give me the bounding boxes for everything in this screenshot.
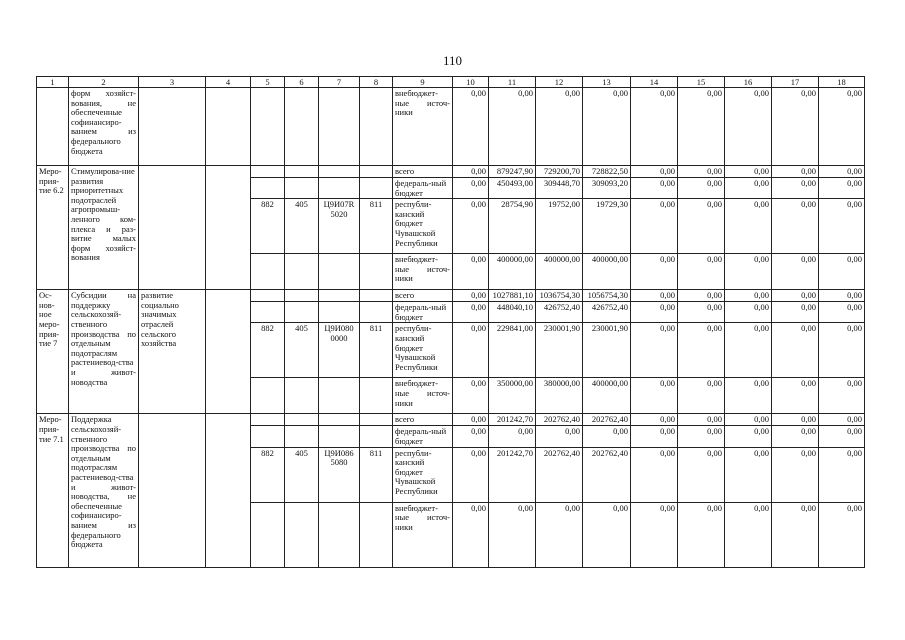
- funding-source-cell: федераль-ный бюджет: [393, 178, 453, 199]
- expense-type-cell: [360, 378, 393, 414]
- expense-type-cell: 811: [360, 199, 393, 254]
- funding-source-cell: всего: [393, 166, 453, 178]
- target-indicator-cell: развитие социально значимых отраслей сельского хозяйства: [139, 290, 206, 414]
- value-cell: 0,00: [631, 166, 678, 178]
- value-cell: 0,00: [725, 323, 772, 378]
- value-cell: 0,00: [772, 178, 819, 199]
- target-article-cell: [319, 178, 360, 199]
- value-cell: 19752,00: [536, 199, 583, 254]
- value-cell: 0,00: [725, 302, 772, 323]
- value-cell: 202762,40: [583, 414, 631, 426]
- target-indicator-cell: [139, 414, 206, 567]
- grbs-cell: [251, 302, 285, 323]
- page-number: 110: [442, 53, 463, 68]
- value-cell: 0,00: [631, 254, 678, 290]
- grbs-cell: 882: [251, 199, 285, 254]
- value-cell: 0,00: [725, 178, 772, 199]
- executor-cell: [206, 88, 251, 166]
- expense-type-cell: [360, 178, 393, 199]
- measure-code-cell: Меро-прия-тие 6.2: [37, 166, 69, 290]
- value-cell: 0,00: [819, 302, 865, 323]
- value-cell: 0,00: [725, 88, 772, 166]
- value-cell: 0,00: [772, 254, 819, 290]
- value-cell: 0,00: [489, 426, 536, 447]
- value-cell: 0,00: [631, 447, 678, 502]
- section-cell: 405: [285, 199, 319, 254]
- value-cell: 229841,00: [489, 323, 536, 378]
- section-cell: [285, 290, 319, 302]
- value-cell: 0,00: [725, 254, 772, 290]
- value-cell: 0,00: [819, 426, 865, 447]
- section-cell: 405: [285, 447, 319, 502]
- value-cell: 0,00: [489, 502, 536, 567]
- value-cell: 0,00: [819, 254, 865, 290]
- value-cell: 0,00: [678, 502, 725, 567]
- value-cell: 728822,50: [583, 166, 631, 178]
- target-article-cell: [319, 426, 360, 447]
- measure-code-cell: [37, 88, 69, 166]
- value-cell: 448040,10: [489, 302, 536, 323]
- table-row: [37, 166, 865, 178]
- value-cell: 0,00: [453, 254, 489, 290]
- section-cell: [285, 166, 319, 178]
- value-cell: 0,00: [725, 426, 772, 447]
- expense-type-cell: [360, 166, 393, 178]
- column-header: 8: [360, 77, 393, 88]
- grbs-cell: [251, 502, 285, 567]
- value-cell: 0,00: [819, 199, 865, 254]
- column-header: 16: [725, 77, 772, 88]
- column-header: 1: [37, 77, 69, 88]
- value-cell: 0,00: [725, 290, 772, 302]
- value-cell: 0,00: [772, 378, 819, 414]
- value-cell: 0,00: [772, 323, 819, 378]
- expense-type-cell: [360, 254, 393, 290]
- value-cell: 400000,00: [583, 378, 631, 414]
- value-cell: 0,00: [678, 323, 725, 378]
- value-cell: 309093,20: [583, 178, 631, 199]
- value-cell: 0,00: [725, 502, 772, 567]
- value-cell: 350000,00: [489, 378, 536, 414]
- grbs-cell: 882: [251, 323, 285, 378]
- value-cell: 0,00: [631, 323, 678, 378]
- value-cell: 0,00: [819, 166, 865, 178]
- funding-source-cell: федераль-ный бюджет: [393, 426, 453, 447]
- column-header: 18: [819, 77, 865, 88]
- measure-name-cell: Субсидии на поддержку сельскохозяй-ственного производства по отдельным подотраслям растениевод-ства и живот-новодства: [69, 290, 139, 414]
- value-cell: 0,00: [453, 414, 489, 426]
- value-cell: 0,00: [772, 290, 819, 302]
- expense-type-cell: [360, 502, 393, 567]
- target-indicator-cell: [139, 88, 206, 166]
- value-cell: 0,00: [772, 502, 819, 567]
- value-cell: 400000,00: [536, 254, 583, 290]
- value-cell: 426752,40: [536, 302, 583, 323]
- value-cell: 0,00: [772, 199, 819, 254]
- section-cell: 405: [285, 323, 319, 378]
- value-cell: 0,00: [453, 166, 489, 178]
- expense-type-cell: 811: [360, 323, 393, 378]
- value-cell: 201242,70: [489, 414, 536, 426]
- grbs-cell: [251, 426, 285, 447]
- value-cell: 0,00: [772, 414, 819, 426]
- target-article-cell: [319, 414, 360, 426]
- expense-type-cell: [360, 414, 393, 426]
- value-cell: 0,00: [772, 302, 819, 323]
- value-cell: 0,00: [631, 502, 678, 567]
- section-cell: [285, 88, 319, 166]
- grbs-cell: [251, 178, 285, 199]
- funding-source-cell: республи-канский бюджет Чувашской Республики: [393, 199, 453, 254]
- section-cell: [285, 254, 319, 290]
- value-cell: 0,00: [536, 426, 583, 447]
- target-article-cell: Ц9И07R 5020: [319, 199, 360, 254]
- target-article-cell: [319, 254, 360, 290]
- value-cell: 0,00: [725, 378, 772, 414]
- target-article-cell: [319, 502, 360, 567]
- target-article-cell: [319, 88, 360, 166]
- executor-cell: [206, 414, 251, 567]
- target-article-cell: [319, 378, 360, 414]
- value-cell: 0,00: [678, 166, 725, 178]
- value-cell: 0,00: [631, 414, 678, 426]
- section-cell: [285, 378, 319, 414]
- target-article-cell: Ц9И080 0000: [319, 323, 360, 378]
- value-cell: 309448,70: [536, 178, 583, 199]
- value-cell: 0,00: [453, 302, 489, 323]
- value-cell: 0,00: [583, 88, 631, 166]
- value-cell: 0,00: [772, 447, 819, 502]
- value-cell: 426752,40: [583, 302, 631, 323]
- executor-cell: [206, 290, 251, 414]
- value-cell: 202762,40: [583, 447, 631, 502]
- value-cell: 0,00: [631, 426, 678, 447]
- value-cell: 0,00: [631, 88, 678, 166]
- value-cell: 0,00: [631, 302, 678, 323]
- target-article-cell: Ц9И086 5080: [319, 447, 360, 502]
- value-cell: 0,00: [678, 254, 725, 290]
- value-cell: 0,00: [631, 178, 678, 199]
- grbs-cell: [251, 290, 285, 302]
- column-header: 15: [678, 77, 725, 88]
- funding-source-cell: всего: [393, 414, 453, 426]
- expense-type-cell: [360, 426, 393, 447]
- value-cell: 0,00: [678, 290, 725, 302]
- section-cell: [285, 302, 319, 323]
- expense-type-cell: 811: [360, 447, 393, 502]
- value-cell: 0,00: [678, 414, 725, 426]
- value-cell: 0,00: [453, 178, 489, 199]
- section-cell: [285, 414, 319, 426]
- value-cell: 0,00: [453, 502, 489, 567]
- value-cell: 0,00: [725, 199, 772, 254]
- header-row: [37, 77, 865, 88]
- value-cell: 0,00: [678, 426, 725, 447]
- measure-name-cell: Поддержка сельскохозяй-ственного производства по отдельным подотраслям растениевод-ства и живот-новодства, не обеспеченные софинансиро-ванием из федерального бюджета: [69, 414, 139, 567]
- value-cell: 0,00: [819, 447, 865, 502]
- column-header: 2: [69, 77, 139, 88]
- value-cell: 0,00: [819, 414, 865, 426]
- funding-source-cell: всего: [393, 290, 453, 302]
- expense-type-cell: [360, 88, 393, 166]
- column-header: 4: [206, 77, 251, 88]
- value-cell: 0,00: [453, 378, 489, 414]
- value-cell: 0,00: [453, 323, 489, 378]
- value-cell: 450493,00: [489, 178, 536, 199]
- value-cell: 400000,00: [583, 254, 631, 290]
- grbs-cell: [251, 378, 285, 414]
- value-cell: 0,00: [772, 166, 819, 178]
- value-cell: 0,00: [678, 378, 725, 414]
- funding-source-cell: федераль-ный бюджет: [393, 302, 453, 323]
- value-cell: 0,00: [678, 88, 725, 166]
- grbs-cell: [251, 254, 285, 290]
- column-header: 10: [453, 77, 489, 88]
- column-header: 17: [772, 77, 819, 88]
- measure-code-cell: Меро-прия-тие 7.1: [37, 414, 69, 567]
- value-cell: 230001,90: [583, 323, 631, 378]
- value-cell: 0,00: [819, 88, 865, 166]
- section-cell: [285, 426, 319, 447]
- value-cell: 0,00: [631, 378, 678, 414]
- value-cell: 0,00: [536, 502, 583, 567]
- value-cell: 0,00: [453, 88, 489, 166]
- value-cell: 0,00: [583, 502, 631, 567]
- column-header: 7: [319, 77, 360, 88]
- budget-table: [36, 76, 865, 568]
- column-header: 14: [631, 77, 678, 88]
- value-cell: 202762,40: [536, 447, 583, 502]
- funding-source-cell: внебюджет-ные источ-ники: [393, 254, 453, 290]
- expense-type-cell: [360, 290, 393, 302]
- value-cell: 0,00: [536, 88, 583, 166]
- expense-type-cell: [360, 302, 393, 323]
- column-header: 5: [251, 77, 285, 88]
- value-cell: 0,00: [819, 290, 865, 302]
- measure-code-cell: Ос-нов-ное меро-прия-тие 7: [37, 290, 69, 414]
- value-cell: 0,00: [583, 426, 631, 447]
- funding-source-cell: республи-канский бюджет Чувашской Республики: [393, 323, 453, 378]
- grbs-cell: [251, 414, 285, 426]
- value-cell: 0,00: [772, 426, 819, 447]
- value-cell: 0,00: [631, 290, 678, 302]
- funding-source-cell: внебюджет-ные источ-ники: [393, 378, 453, 414]
- value-cell: 0,00: [453, 426, 489, 447]
- column-header: 6: [285, 77, 319, 88]
- column-header: 3: [139, 77, 206, 88]
- value-cell: 0,00: [725, 414, 772, 426]
- target-indicator-cell: [139, 166, 206, 290]
- value-cell: 201242,70: [489, 447, 536, 502]
- value-cell: 400000,00: [489, 254, 536, 290]
- table-row: [37, 88, 865, 166]
- target-article-cell: [319, 290, 360, 302]
- value-cell: 0,00: [678, 199, 725, 254]
- value-cell: 0,00: [678, 302, 725, 323]
- target-article-cell: [319, 302, 360, 323]
- value-cell: 0,00: [725, 447, 772, 502]
- column-header: 9: [393, 77, 453, 88]
- grbs-cell: [251, 88, 285, 166]
- value-cell: 1027881,10: [489, 290, 536, 302]
- column-header: 13: [583, 77, 631, 88]
- value-cell: 0,00: [819, 502, 865, 567]
- value-cell: 879247,90: [489, 166, 536, 178]
- value-cell: 0,00: [772, 88, 819, 166]
- value-cell: 0,00: [819, 178, 865, 199]
- value-cell: 0,00: [453, 447, 489, 502]
- grbs-cell: [251, 166, 285, 178]
- value-cell: 0,00: [725, 166, 772, 178]
- column-header: 11: [489, 77, 536, 88]
- target-article-cell: [319, 166, 360, 178]
- value-cell: 0,00: [489, 88, 536, 166]
- value-cell: 1056754,30: [583, 290, 631, 302]
- value-cell: 0,00: [819, 323, 865, 378]
- section-cell: [285, 178, 319, 199]
- value-cell: 19729,30: [583, 199, 631, 254]
- funding-source-cell: внебюджет-ные источ-ники: [393, 88, 453, 166]
- measure-name-cell: форм хозяйст-вования, не обеспеченные софинансиро-ванием из федерального бюджета: [69, 88, 139, 166]
- value-cell: 0,00: [453, 199, 489, 254]
- table-row: [37, 414, 865, 426]
- value-cell: 0,00: [631, 199, 678, 254]
- section-cell: [285, 502, 319, 567]
- value-cell: 380000,00: [536, 378, 583, 414]
- value-cell: 729200,70: [536, 166, 583, 178]
- funding-source-cell: внебюджет-ные источ-ники: [393, 502, 453, 567]
- value-cell: 0,00: [453, 290, 489, 302]
- value-cell: 28754,90: [489, 199, 536, 254]
- value-cell: 0,00: [678, 447, 725, 502]
- value-cell: 1036754,30: [536, 290, 583, 302]
- funding-source-cell: республи-канский бюджет Чувашской Республики: [393, 447, 453, 502]
- table-row: [37, 290, 865, 302]
- value-cell: 0,00: [678, 178, 725, 199]
- executor-cell: [206, 166, 251, 290]
- grbs-cell: 882: [251, 447, 285, 502]
- value-cell: 0,00: [819, 378, 865, 414]
- value-cell: 202762,40: [536, 414, 583, 426]
- measure-name-cell: Стимулирова-ние развития приоритетных подотраслей агропромыш-ленного ком-плекса и раз-витие малых форм хозяйст-вования: [69, 166, 139, 290]
- value-cell: 230001,90: [536, 323, 583, 378]
- column-header: 12: [536, 77, 583, 88]
